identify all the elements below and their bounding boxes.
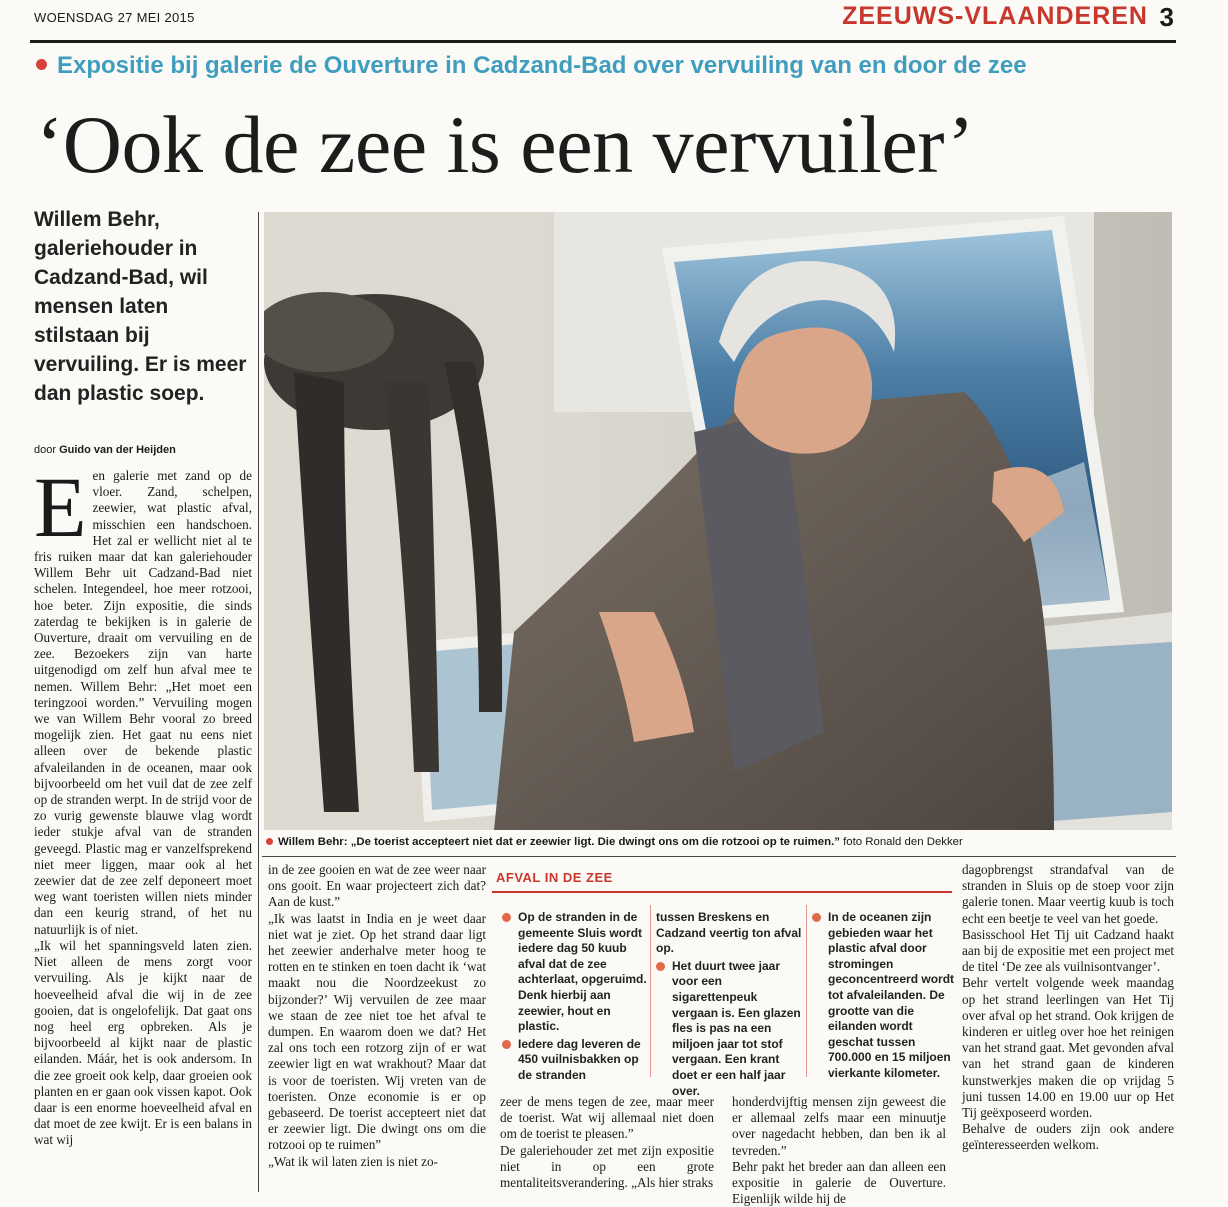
kicker-text: Expositie bij galerie de Ouverture in Cadzand-Bad over vervuiling van en door de zee — [57, 52, 1027, 79]
bullet-icon — [812, 913, 821, 922]
dropcap: E — [34, 459, 87, 555]
fact-text: Op de stranden in de gemeente Sluis wordt iedere dag 50 kuub afval dat de zee achterlaat, opgeruimd. Denk hierbij aan zeewier, hout en plastic. — [518, 910, 647, 1034]
paragraph: honderdvijftig mensen zijn geweest die er allemaal zelfs maar een minuutje over nagedacht hebben, dan ben ik al tevreden.” — [732, 1094, 946, 1158]
infobox-title: AFVAL IN DE ZEE — [496, 870, 613, 885]
article-photo — [264, 212, 1172, 830]
caption-subject: Willem Behr: — [278, 836, 348, 848]
infobox-column-1 — [502, 910, 648, 1086]
infobox-divider — [806, 905, 807, 1077]
fact-item — [656, 959, 804, 1099]
paragraph: in de zee gooien en wat de zee weer naar ons gooit. En waar projecteert zich dat? Aan de kust.” — [268, 862, 486, 910]
paragraph: Behr pakt het breder aan dan alleen een expositie in galerie de Ouverture. Eigenlijk wilde hij de — [732, 1158, 946, 1207]
column-divider — [258, 212, 259, 1192]
fact-item — [502, 1037, 648, 1084]
dateline: WOENSDAG 27 MEI 2015 — [34, 10, 195, 25]
paragraph: Basisschool Het Tij uit Cadzand haakt aan bij de expositie met een project met de titel ‘De zee als vuilnisontvanger’. — [962, 926, 1174, 975]
paragraph: „Wat ik wil laten zien is niet zo- — [268, 1153, 438, 1169]
infobox-column-2 — [656, 910, 804, 1101]
paragraph: dagopbrengst strandafval van de stranden in Sluis op de stoep voor zijn galerie tonen. Maar veertig kuub is toch echt een beetje te veel van het goede. — [962, 862, 1174, 926]
photo-illustration — [264, 212, 1172, 830]
paragraph: en galerie met zand op de vloer. Zand, schelpen, zeewier, wat plastic afval, misschien een handschoen. Het zal er wellicht niet al te fris ruiken maar dat kan galeriehouder Willem Behr uit Cadzand-Bad niet schelen. Integendeel, hoe meer rotzooi, hoe beter. Zijn expositie, die sinds zaterdag te bekijken is in galerie de Ouverture, draait om vervuiling en de zee. Bezoekers zijn van harte uitgenodigd om zelf hun afval mee te nemen. Willem Behr: „Het moet een teringzooi worden.” Vervuiling mogen we van Willem Behr vooral zo breed mogelijk zien. Het gaat nu eens niet alleen over de bekende plastic afvaleilanden in de oceanen, maar ook bijvoorbeeld om het vuil dat de zee zelf op de stranden werpt. In de strijd voor de zo vurig gewenste blauwe vlag wordt ieder stukje afval van de stranden geveegd. Plastic mag er vanzelfsprekend niet meer liggen, maar ook al het zeewier dat de zee zelf deponeert moet weg want toeristen willen niets minder dan een keurig strand, of het nu natuurlijk is of niet. — [34, 468, 252, 937]
paragraph: „Ik wil het spanningsveld laten zien. Niet alleen de mens zorgt voor vervuiling. Als je kijkt naar de hoeveelheid afval die wij in de zee gooien, dat is ongelofelijk. Dat gaat ons nog heel erg opbreken. Als je bijvoorbeeld al kijkt naar de plastic eilanden. Máár, het is ook andersom. In die zee groeit ook kelp, daar groeien ook planten en er gaan ook vissen kapot. Ook daar is een enorme hoeveelheid afval en dat moet de zee kwijt. Er is een balans in wat wij — [34, 937, 252, 1148]
infobox-column-3 — [812, 910, 958, 1084]
article-column-4 — [732, 1094, 946, 1207]
section-title — [842, 2, 1148, 31]
infobox-rule — [492, 891, 952, 893]
article-column-5 — [962, 862, 1174, 1154]
paragraph: De galeriehouder zet met zijn expositie niet in op een grote mentaliteitsverandering. „Als hier straks — [500, 1142, 714, 1191]
fact-text: Iedere dag leveren de 450 vuilnisbakken op de stranden — [518, 1036, 641, 1082]
paragraph: „Ik was laatst in India en je weet daar niet wat je ziet. Op het strand daar ligt het zeewier anderhalve meter hoog te rotten en te stinken en toen dacht ik ‘wat maakt nou die Noordzeekust zo bijzonder?’ Wij vervuilen de zee maar we staan de zee niet toe het afval te dumpen. En waarom doen we dat? Het zal ons toch een rotzorg zijn of er wat zeewier ligt en wat wrakhout? Maar dat is voor de toeristen. Wij vreten van de toeristen. Onze economie is er op gebaseerd. De toerist accepteert niet dat er zeewier ligt. Die dwingt ons om die rotzooi op te ruimen” — [268, 910, 486, 1153]
article-column-3 — [500, 1094, 714, 1191]
byline — [34, 444, 176, 456]
kicker — [36, 52, 1027, 80]
bullet-icon — [502, 1040, 511, 1049]
bullet-icon — [502, 913, 511, 922]
fact-text: Het duurt twee jaar voor een sigarettenpeuk vergaan is. Een glazen fles is pas na een miljoen jaar tot stof vergaan. Een krant doet er een half jaar over. — [672, 958, 801, 1098]
paragraph: Behalve de ouders zijn ook andere geïnteresseerden welkom. — [962, 1121, 1174, 1153]
paragraph: zeer de mens tegen de zee, maar meer de toerist. Wat wij allemaal niet doen om de toerist te pleasen.” — [500, 1094, 714, 1142]
caption-rule — [262, 856, 1176, 857]
fact-item — [812, 910, 958, 1082]
bullet-icon — [266, 838, 273, 845]
photo-caption — [266, 836, 1166, 848]
intro: Willem Behr, galeriehouder in Cadzand-Bad, wil mensen laten stilstaan bij vervuiling. Er is meer dan plastic soep. — [34, 208, 247, 405]
byline-author: Guido van der Heijden — [59, 444, 176, 456]
section-name: ZEEUWS-VLAANDEREN — [842, 2, 1148, 30]
infobox-divider — [650, 905, 651, 1077]
bullet-icon — [656, 962, 665, 971]
masthead-rule — [30, 40, 1176, 43]
headline: ‘Ook de zee is een vervuiler’ — [36, 99, 974, 190]
fact-item — [502, 910, 648, 1035]
byline-prefix: door — [34, 444, 57, 456]
caption-text: „De toerist accepteert niet dat er zeewier ligt. Die dwingt ons om die rotzooi op te ruimen.” — [350, 836, 840, 848]
photo-credit: foto Ronald den Dekker — [843, 836, 963, 848]
bullet-icon — [36, 59, 47, 70]
article-column-2 — [268, 862, 486, 1170]
fact-text: tussen Breskens en Cadzand veertig ton afval op. — [656, 910, 802, 956]
article-column-1 — [34, 459, 252, 1149]
paragraph: Behr vertelt volgende week maandag op het strand leerlingen van Het Tij over afval op het strand. Ook krijgen de kinderen er uitleg over hoe het reinigen van het strand gaat. Met gevonden afval van het strand gaan de kinderen kunstwerkjes maken die op vrijdag 5 juni tussen 14.00 en 19.00 uur op Het Tij geëxposeerd worden. — [962, 975, 1174, 1121]
fact-text: In de oceanen zijn gebieden waar het plastic afval door stromingen geconcentreerd wordt tot afvaleilanden. De grootte van die eilanden wordt geschat tussen 700.000 en 15 miljoen vierkante kilometer. — [828, 910, 955, 1080]
page-number: 3 — [1159, 2, 1174, 32]
